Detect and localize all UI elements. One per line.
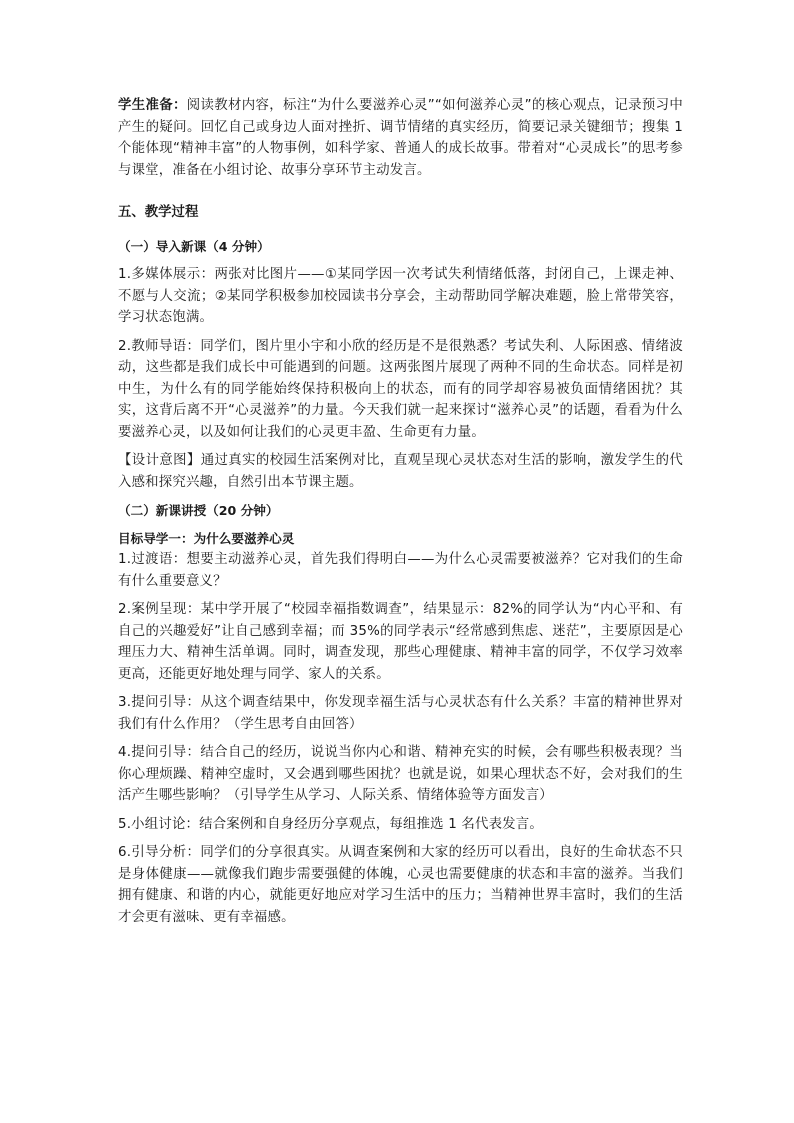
part-two-item-3: 3.提问引导：从这个调查结果中，你发现幸福生活与心灵状态有什么关系？丰富的精神世界对我们有什么作用？（学生思考自由回答）: [118, 695, 683, 732]
document-page: [118, 95, 683, 928]
section-five-title: 五、教学过程: [118, 205, 199, 220]
student-preparation-label: 学生准备：: [118, 98, 187, 113]
part-one-item-2: 2.教师导语：同学们，图片里小宇和小欣的经历是不是很熟悉？考试失利、人际困惑、情绪波动，这些都是我们成长中可能遇到的问题。这两张图片展现了两种不同的生命状态。同样是初中生，为什么有的同学能始终保持积极向上的状态，而有的同学却容易被负面情绪困扰？其实，这背后离不开“心灵滋养”的力量。今天我们就一起来探讨“滋养心灵”的话题，看看为什么要滋养心灵，以及如何让我们的心灵更丰盈、生命更有力量。: [118, 338, 683, 440]
part-two-item-5: 5.小组讨论：结合案例和自身经历分享观点，每组推选 1 名代表发言。: [118, 816, 543, 832]
part-one-design-intent: 【设计意图】通过真实的校园生活案例对比，直观呈现心灵状态对生活的影响，激发学生的代入感和探究兴趣，自然引出本节课主题。: [118, 453, 683, 490]
part-two-item-2: 2.案例呈现：某中学开展了“校园幸福指数调查”，结果显示：82%的同学认为“内心平和、有自己的兴趣爱好”让自己感到幸福；而 35%的同学表示“经常感到焦虑、迷茫”，主要原因是心理压力大、精神生活单调。同时，调查发现，那些心理健康、精神丰富的同学，不仅学习效率更高，还能更好地处理与同学、家人的关系。: [118, 602, 683, 682]
part-one-title: （一）导入新课（4 分钟）: [118, 239, 270, 254]
part-two-item-1: 1.过渡语：想要主动滋养心灵，首先我们得明白——为什么心灵需要被滋养？它对我们的生命有什么重要意义？: [118, 552, 683, 589]
part-two-item-4: 4.提问引导：结合自己的经历，说说当你内心和谐、精神充实的时候，会有哪些积极表现？当你心理烦躁、精神空虚时，又会遇到哪些困扰？也就是说，如果心理状态不好，会对我们的生活产生哪些影响？（引导学生从学习、人际关系、情绪体验等方面发言）: [118, 745, 683, 803]
goal-one-title: 目标导学一：为什么要滋养心灵: [118, 531, 295, 546]
part-two-title: （二）新课讲授（20 分钟）: [118, 503, 279, 518]
student-preparation-text: 阅读教材内容，标注“为什么要滋养心灵”“如何滋养心灵”的核心观点，记录预习中产生的疑问。回忆自己或身边人面对挫折、调节情绪的真实经历，简要记录关键细节；搜集 1 个能体现“精神丰富”的人物事例，如科学家、普通人的成长故事。带着对“心灵成长”的思考参与课堂，准备在小组讨论、故事分享环节主动发言。: [118, 98, 683, 178]
part-two-item-6: 6.引导分析：同学们的分享很真实。从调查案例和大家的经历可以看出，良好的生命状态不只是身体健康——就像我们跑步需要强健的体魄，心灵也需要健康的状态和丰富的滋养。当我们拥有健康、和谐的内心，就能更好地应对学习生活中的压力；当精神世界丰富时，我们的生活才会更有滋味、更有幸福感。: [118, 845, 683, 925]
part-one-item-1: 1.多媒体展示：两张对比图片——①某同学因一次考试失利情绪低落，封闭自己，上课走神、不愿与人交流；②某同学积极参加校园读书分享会，主动帮助同学解决难题，脸上常带笑容，学习状态饱满。: [118, 267, 683, 325]
student-preparation-paragraph: [118, 95, 683, 181]
